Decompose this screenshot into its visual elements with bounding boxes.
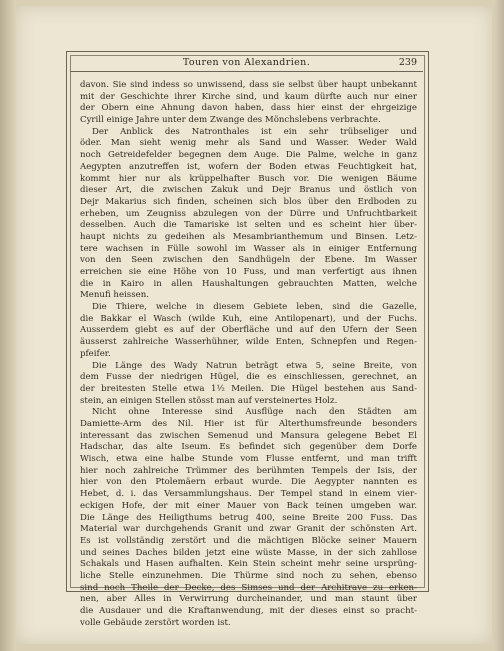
page-edge-right (494, 0, 504, 651)
text-line: Menufi heissen. (80, 290, 149, 301)
text-line: erreichen sie eine Höhe von 10 Fuss, und man verfertigt aus ihnen (80, 267, 417, 278)
text-line: von den Seen zwischen den Sandhügeln der Ebene. Im Wasser (80, 255, 417, 266)
text-line: kommt hier nur als krüppelhafter Busch vor. Die wenigen Bäume (80, 173, 417, 184)
text-line: Cyrill einige Jahre unter dem Zwange des Mönchslebens verbrachte. (80, 115, 381, 126)
text-line: sind noch Theile der Decke, des Simses und der Architrave zu erken- (80, 582, 417, 593)
text-line: Hadschar, das alte Iseum. Es befindet sich gegenüber dem Dorfe (80, 442, 417, 453)
text-line: Die Länge des Heiligthums betrug 400, seine Breite 200 Fuss. Das (80, 512, 417, 523)
text-line: mit der Geschichte ihrer Kirche sind, und kaum dürfte auch nur einer (80, 91, 417, 102)
text-line: tere wachsen in Fülle sowohl im Wasser als in einiger Entfernung (80, 243, 417, 254)
text-line: Die Thiere, welche in diesem Gebiete leben, sind die Gazelle, (92, 302, 417, 313)
text-line: pfeifer. (80, 348, 111, 359)
text-line: Ausserdem giebt es auf der Oberfläche und auf den Ufern der Seen (80, 325, 417, 336)
text-line: hier noch zahlreiche Trümmer des berühmten Tempels der Isis, der (80, 465, 417, 476)
text-line: Damiette-Arm des Nil. Hier ist für Alterthumsfreunde besonders (80, 419, 417, 429)
text-line: nen, aber Alles in Verwirrung durcheinander, und man staunt über (80, 594, 417, 605)
text-line: die Ausdauer und die Kraftanwendung, mit der dieses einst so pracht- (80, 606, 417, 616)
text-line: Dejr Makarius sich finden, scheinen sich blos über den Erdboden zu (80, 196, 417, 207)
text-line: noch Getreidefelder begegnen dem Auge. Die Palme, welche in ganz (80, 150, 417, 161)
text-line: davon. Sie sind indess so unwissend, dass sie selbst über haupt unbekannt (80, 80, 417, 90)
text-line: Es ist vollständig zerstört und die mächtigen Blöcke seiner Mauern (80, 535, 417, 546)
text-line: öder. Man sieht wenig mehr als Sand und Wasser. Weder Wald (80, 138, 417, 149)
text-line: Wisch, etwa eine halbe Stunde vom Flusse entfernt, und man trifft (80, 454, 417, 465)
running-head (70, 55, 423, 72)
text-line: und seines Daches bilden jetzt eine wüste Masse, in der sich zahllose (80, 547, 417, 558)
text-line: Der Anblick des Natronthales ist ein sehr trübseliger und (92, 126, 417, 137)
text-line: erheben, um Zeugniss abzulegen von der Dürre und Unfruchtbarkeit (80, 208, 417, 219)
text-line: desselben. Auch die Tamariske ist selten und es scheint hier über- (80, 220, 417, 231)
text-line: eckigen Hofe, der mit einer Mauer von Back teinen umgeben war. (80, 500, 417, 511)
text-line: Schakals und Hasen aufhalten. Kein Stein scheint mehr seine ursprüng- (80, 559, 417, 570)
text-line: der Obern eine Ahnung davon haben, dass hier einst der ehrgeizige (80, 103, 417, 114)
book-spine-shadow (0, 0, 16, 651)
text-line: äusserst zahlreiche Wasserhühner, wilde Enten, Schnepfen und Regen- (80, 337, 417, 348)
text-line: der breitesten Stelle etwa 1½ Meilen. Die Hügel bestehen aus Sand- (80, 383, 417, 394)
text-line: volle Gebäude zerstört worden ist. (80, 617, 231, 628)
text-line: Material war durchgehends Granit und zwar Granit der schönsten Art. (80, 524, 417, 535)
text-line: hier von den Ptolemäern erbaut wurde. Die Aegypter nannten es (80, 477, 417, 488)
text-line: die in Kairo in allen Haushaltungen gebrauchten Matten, welche (80, 278, 417, 289)
running-title: Touren von Alexandrien. (182, 57, 311, 68)
text-line: Die Länge des Wady Natrun beträgt etwa 5, seine Breite, von (92, 360, 417, 371)
text-line: dem Fusse der niedrigen Hügel, die es einschliessen, gerechnet, an (80, 372, 417, 383)
text-line: Aegypten anzutreffen ist, wofern der Boden etwas Feuchtigkeit hat, (80, 161, 417, 172)
text-line: liche Stelle einzunehmen. Die Thürme sind noch zu sehen, ebenso (80, 570, 417, 581)
text-line: haupt nichts zu gedeihen als Mesambrianthemum und Binsen. Letz- (80, 231, 417, 242)
text-line: interessant das zwischen Semenud und Mansura gelegene Bebet El (80, 430, 417, 441)
text-line: Hebet, d. i. das Versammlungshaus. Der Tempel stand in einem vier- (80, 489, 417, 500)
text-line: die Bakkar el Wasch (wilde Kuh, eine Antilopenart), und der Fuchs. (80, 313, 417, 324)
body-text (80, 80, 417, 629)
text-line: dieser Art, die zwischen Zakuk und Dejr Branus und östlich von (80, 185, 417, 196)
text-line: Nicht ohne Interesse sind Ausflüge nach den Städten am (92, 407, 417, 418)
text-line: stein, an einigen Stellen stösst man auf versteinertes Holz. (80, 395, 338, 406)
page-number: 239 (398, 57, 417, 68)
